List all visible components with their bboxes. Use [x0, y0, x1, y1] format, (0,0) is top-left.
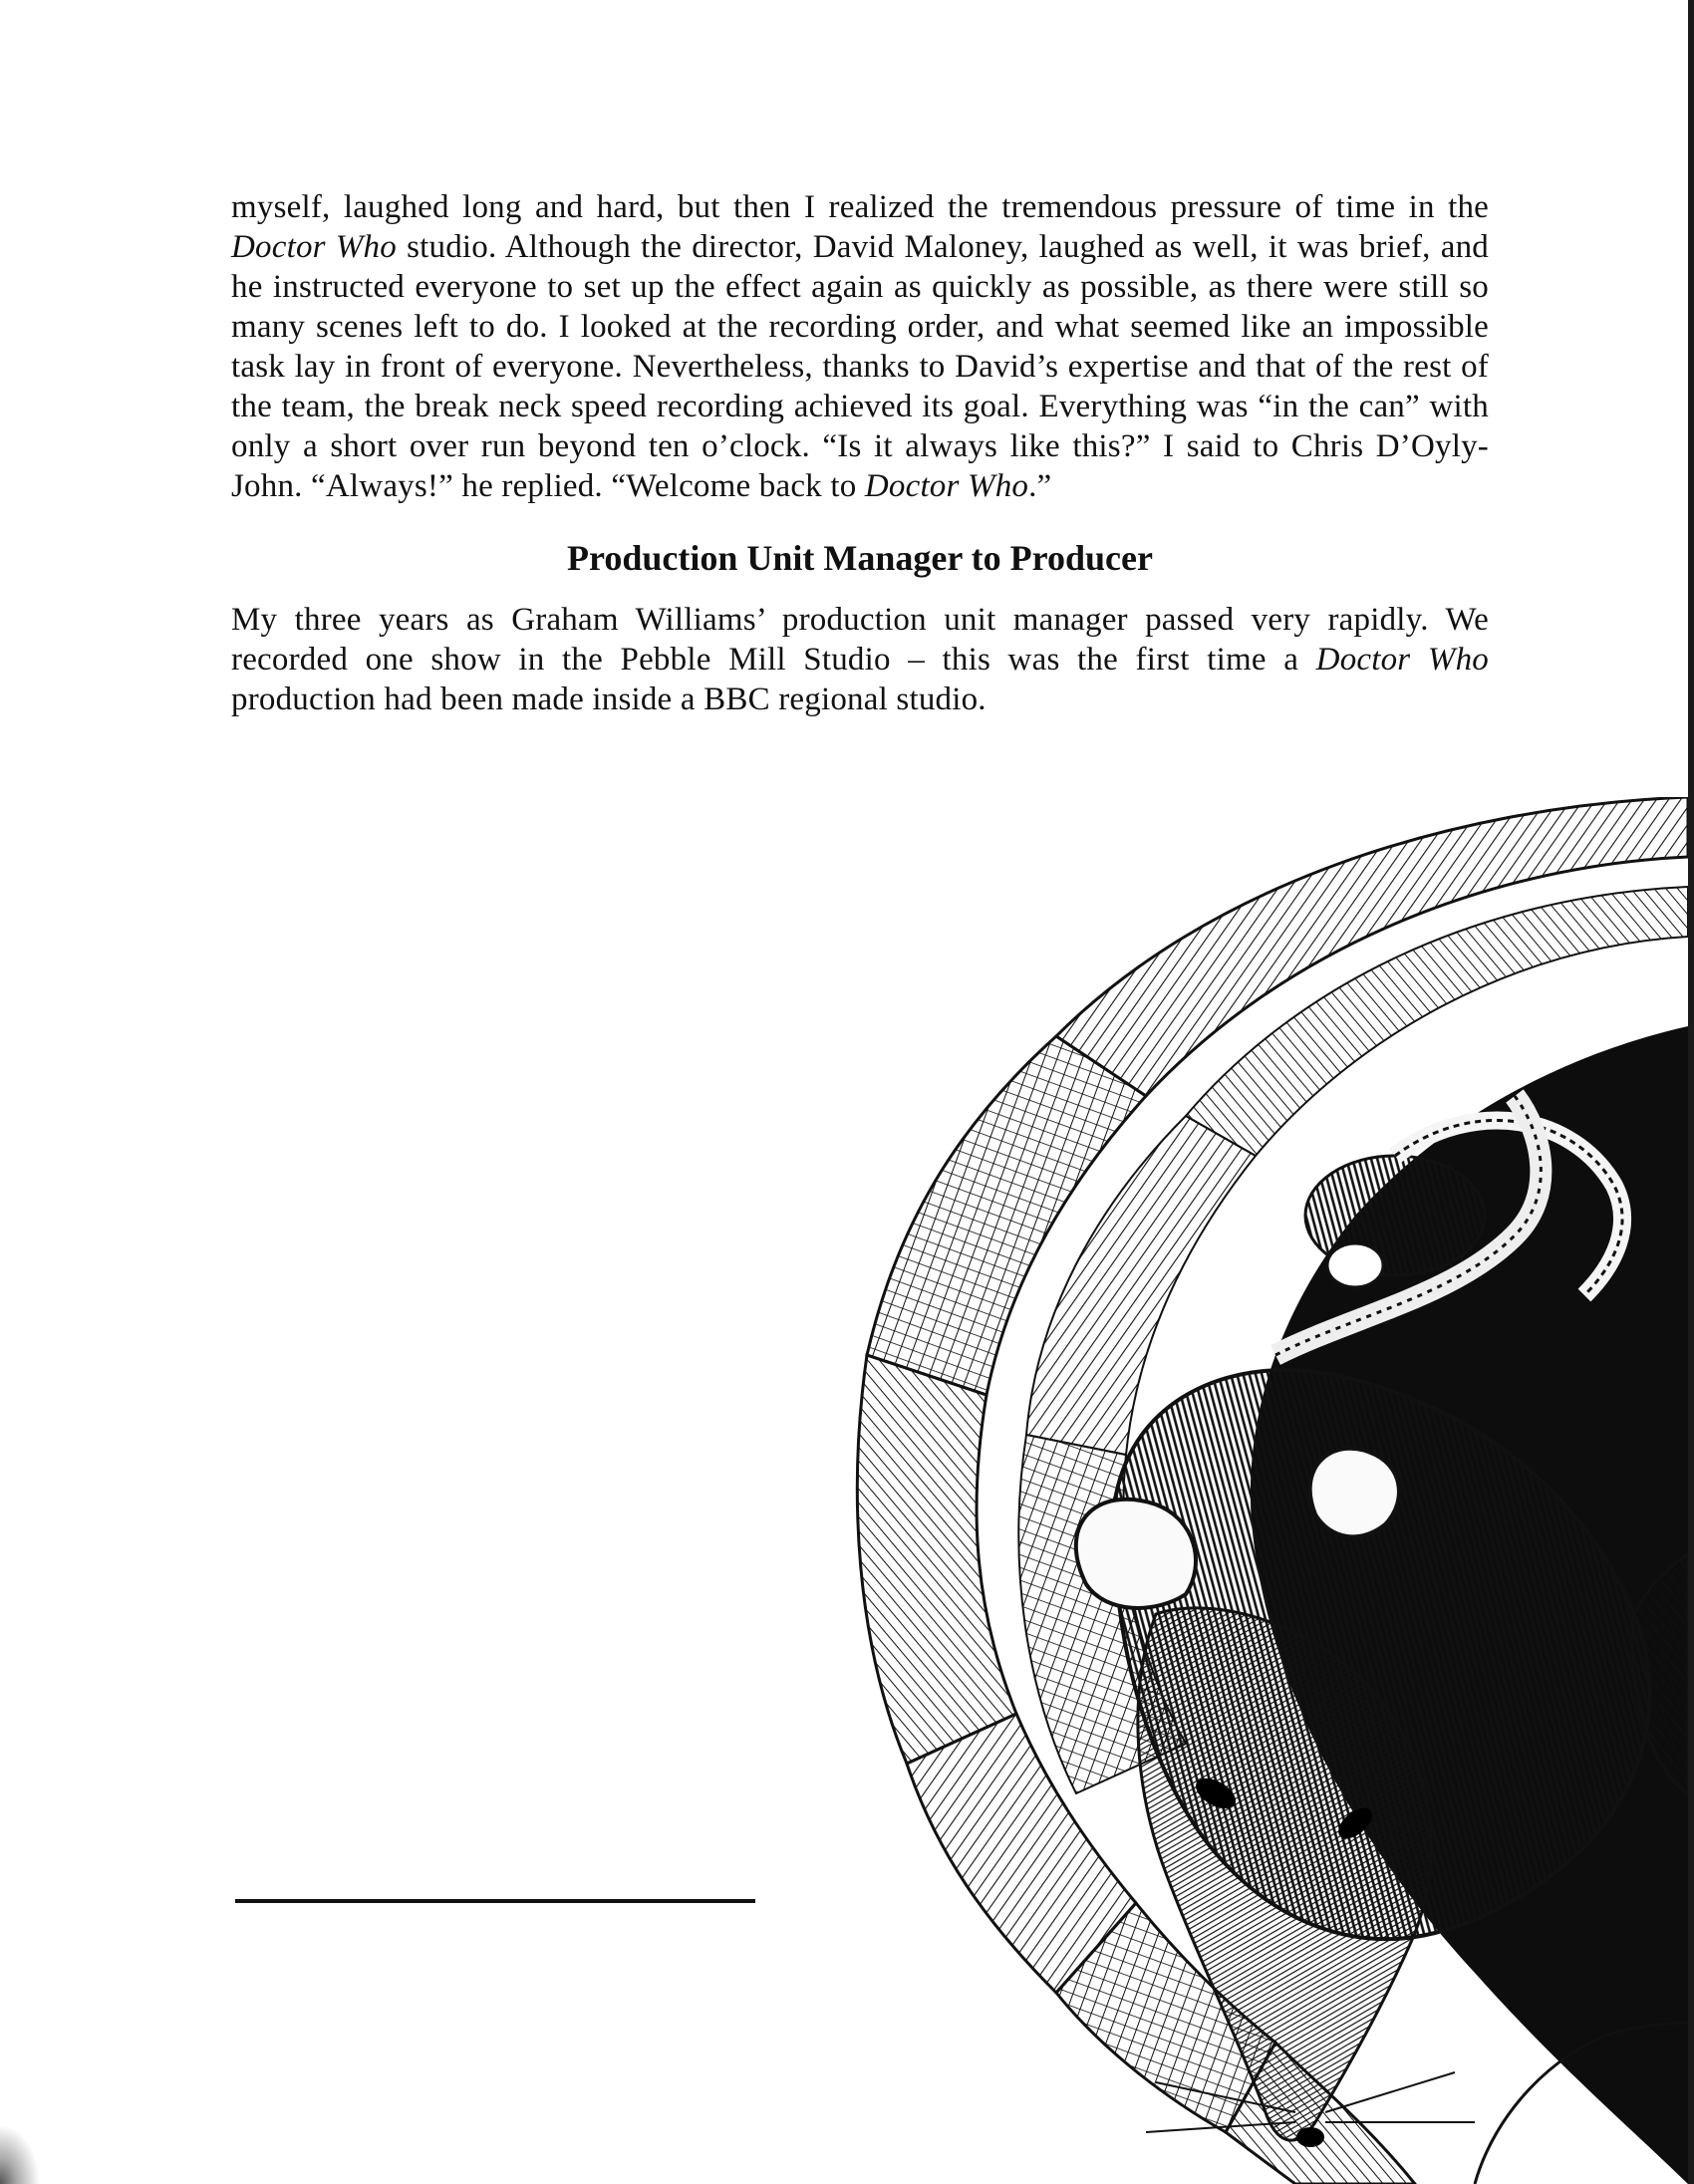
- body-text: [231, 187, 1489, 719]
- paragraph-2: [231, 600, 1489, 719]
- section-heading: Production Unit Manager to Producer: [567, 538, 1153, 578]
- page-edge-shadow: [1688, 0, 1694, 2184]
- show-title-italic: Doctor Who: [1315, 642, 1489, 678]
- rat-illustration: [757, 797, 1688, 2184]
- paragraph-1-text-a: myself, laughed long and hard, but then I realized the tremendous pressure of time in the: [231, 189, 1489, 225]
- paragraph-1-text-b: studio. Although the director, David Maloney, laughed as well, it was brief, and he instructed everyone to set up the effect again as quickly as possible, as there were still so many scenes left to do. I looked at the recording order, and what seemed like an impossible task lay in front of everyone. Nevertheless, thanks to David’s expertise and that of the rest of the team, the break neck speed recording achieved its goal. Everything was “in the can” with only a short over run beyond ten o’clock. “Is it always like this?” I said to Chris D’Oyly-John. “Always!” he replied. “Welcome back to: [231, 229, 1489, 504]
- horizontal-rule: [235, 1899, 755, 1903]
- paragraph-2-text-b: production had been made inside a BBC regional studio.: [231, 682, 987, 717]
- show-title-italic: Doctor Who: [231, 229, 397, 265]
- paragraph-2-text-a: My three years as Graham Williams’ production unit manager passed very rapidly. We recorded one show in the Pebble Mill Studio – this was the first time a: [231, 602, 1489, 678]
- page-corner-shadow: [0, 2124, 40, 2184]
- show-title-italic: Doctor Who: [864, 468, 1029, 504]
- paragraph-1: [231, 187, 1489, 506]
- paragraph-1-text-c: .”: [1028, 468, 1052, 504]
